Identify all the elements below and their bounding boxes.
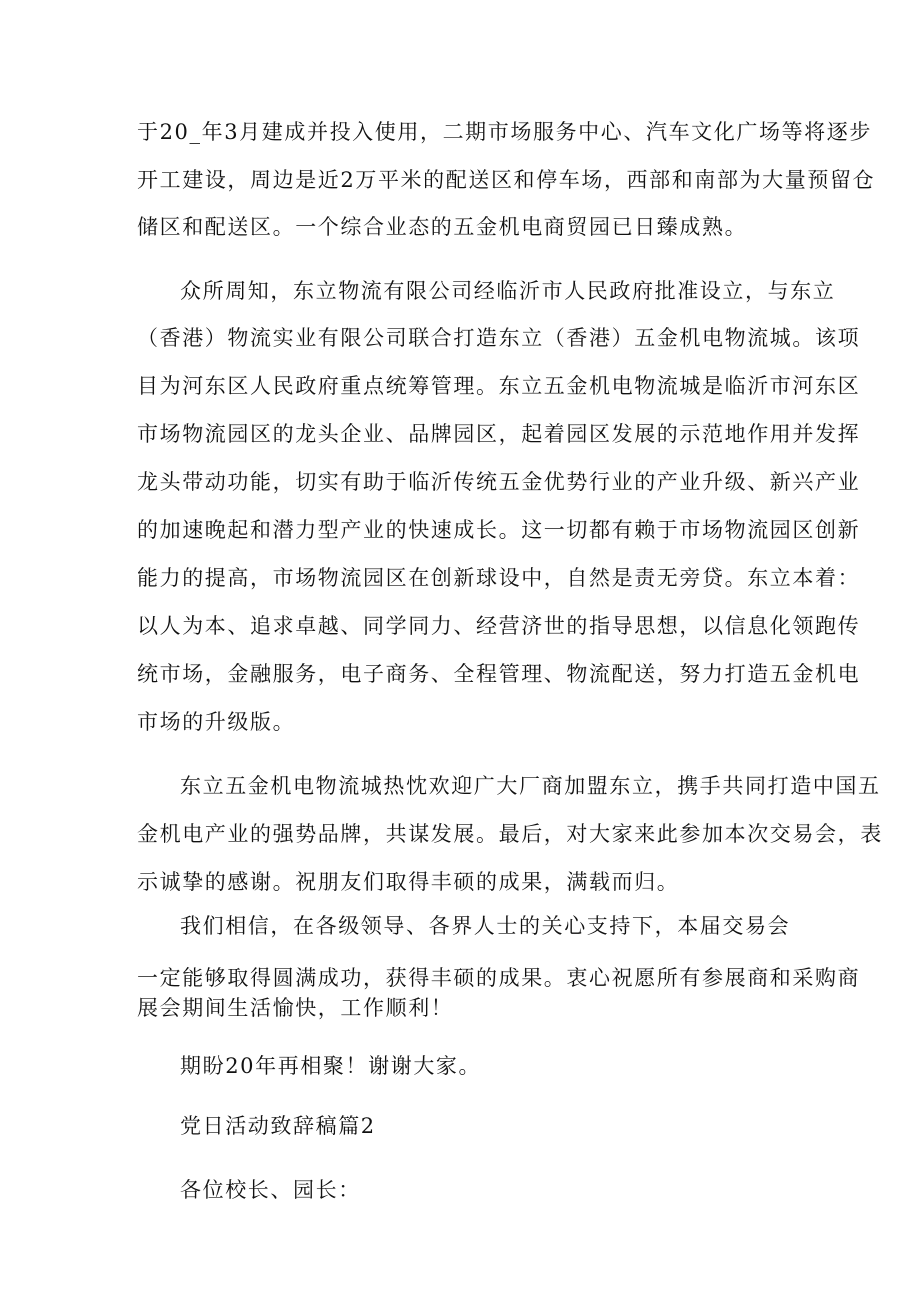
text-line: 储区和配送区。一个综合业态的五金机电商贸园已日臻成熟。 (137, 215, 748, 239)
text-line: 市场的升级版。 (137, 710, 296, 734)
text-line: 能力的提高，市场物流园区在创新球设中，自然是责无旁贷。东立本着： (137, 566, 861, 590)
text-line: 开工建设，周边是近2万平米的配送区和停车场，西部和南部为大量预留仓 (137, 168, 876, 192)
text-line: 示诚挚的感谢。祝朋友们取得丰硕的成果，满载而归。 (137, 870, 680, 894)
text-line: 统市场，金融服务，电子商务、全程管理、物流配送，努力打造五金机电 (137, 662, 861, 686)
text-line: 于20_年3月建成并投入使用，二期市场服务中心、汽车文化广场等将逐步 (137, 120, 872, 144)
salutation: 各位校长、园长： (180, 1178, 361, 1202)
text-line: 展会期间生活愉快，工作顺利！ (137, 996, 454, 1020)
text-line: 目为河东区人民政府重点统筹管理。东立五金机电物流城是临沂市河东区 (137, 374, 861, 398)
text-line: （香港）物流实业有限公司联合打造东立（香港）五金机电物流城。该项 (137, 326, 861, 350)
text-line: 我们相信，在各级领导、各界人士的关心支持下，本届交易会 (180, 914, 791, 938)
text-line: 东立五金机电物流城热忱欢迎广大厂商加盟东立，携手共同打造中国五 (180, 774, 881, 798)
closing-line: 期盼20年再相聚！谢谢大家。 (180, 1054, 482, 1078)
text-line: 金机电产业的强势品牌，共谋发展。最后，对大家来此参加本次交易会，表 (137, 822, 883, 846)
text-line: 的加速晚起和潜力型产业的快速成长。这一切都有赖于市场物流园区创新 (137, 518, 861, 542)
text-line: 一定能够取得圆满成功，获得丰硕的成果。衷心祝愿所有参展商和采购商 (137, 966, 861, 990)
text-line: 众所周知，东立物流有限公司经临沂市人民政府批准设立，与东立 (180, 279, 836, 303)
text-line: 市场物流园区的龙头企业、品牌园区，起着园区发展的示范地作用并发挥 (137, 422, 861, 446)
text-line: 以人为本、追求卓越、同学同力、经营济世的指导思想，以信息化领跑传 (137, 614, 861, 638)
text-line: 龙头带动功能，切实有助于临沂传统五金优势行业的产业升级、新兴产业 (137, 470, 861, 494)
section-title: 党日活动致辞稿篇2 (180, 1114, 376, 1138)
